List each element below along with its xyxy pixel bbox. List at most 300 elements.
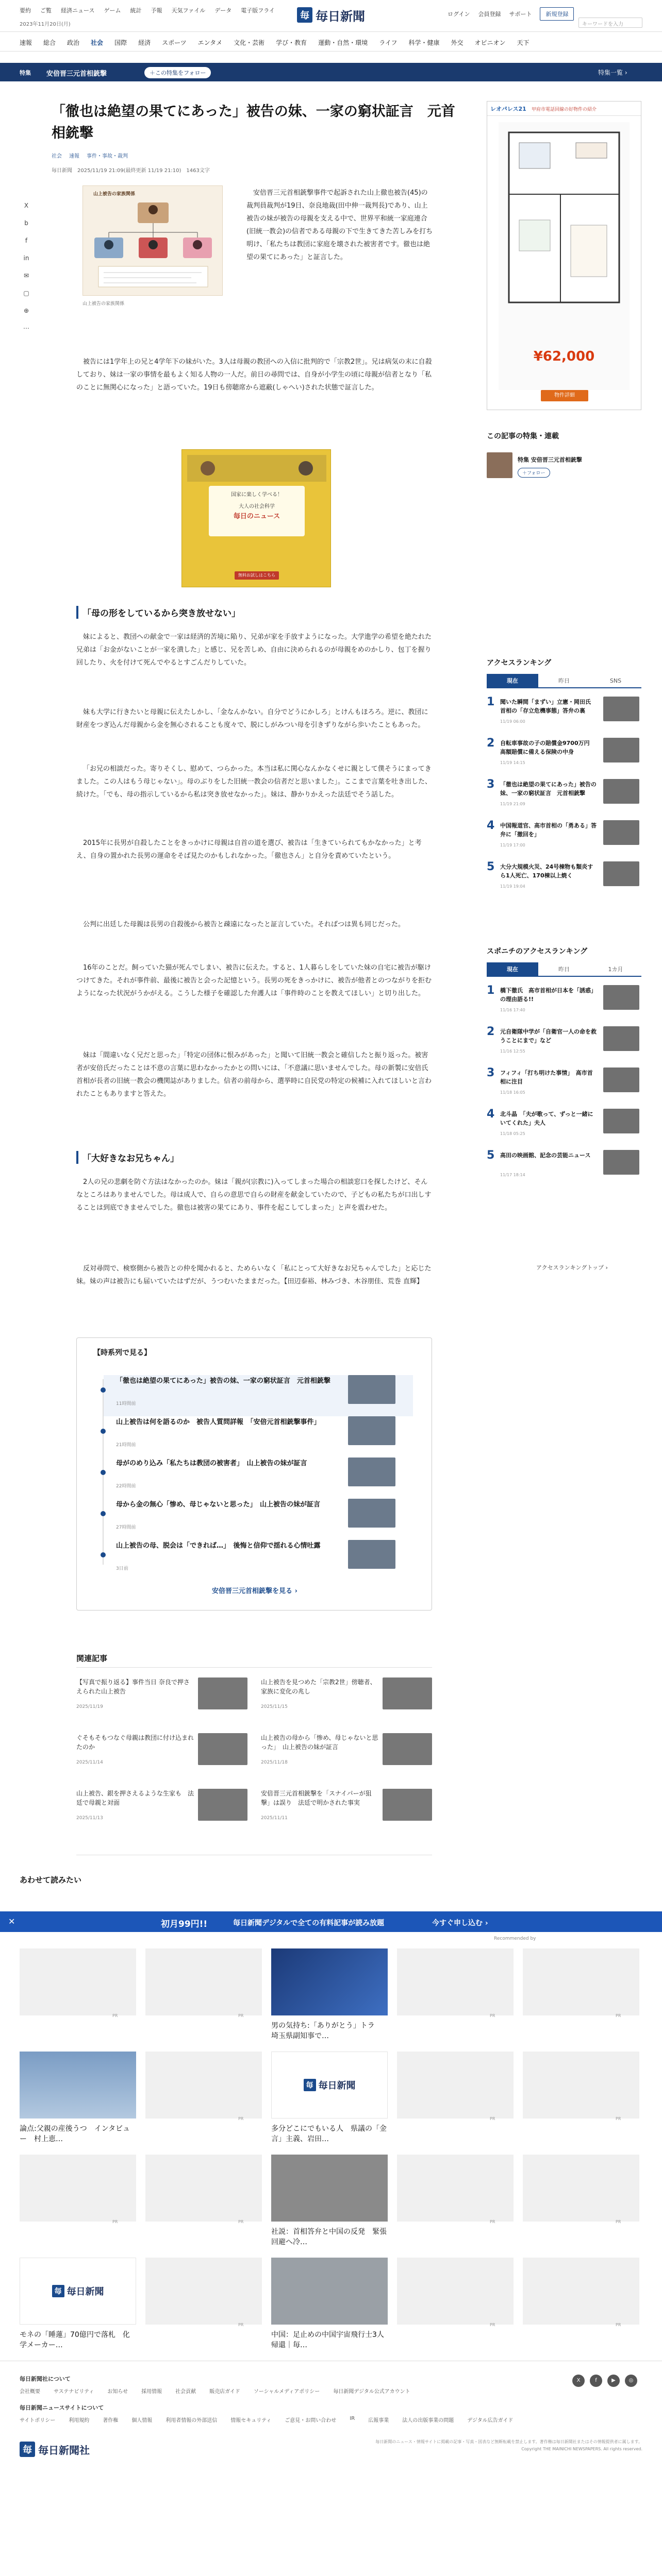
nav-item[interactable]: 速報 [20, 39, 32, 46]
share-icon[interactable]: X [24, 202, 29, 209]
pr-label: PR [490, 2013, 495, 2018]
ranking-thumbnail [603, 779, 639, 804]
category-link[interactable]: 事件・事故・裁判 [87, 154, 128, 159]
recommended-by: Recommended by [494, 1936, 536, 1941]
pr-label: PR [238, 2116, 244, 2121]
related-title[interactable]: 安倍晋三元首相銃撃を「スナイパーが狙撃」は誤り 法廷で明かされた事実 [261, 1790, 372, 1806]
copyright-line: 毎日新聞のニュース・情報サイトに掲載の記事・写真・図表など無断転載を禁止します。著作権は毎日新聞社またはその情報提供者に属します。 [375, 2439, 642, 2444]
tab-now[interactable]: 現在 [487, 962, 538, 976]
series-card[interactable] [487, 452, 641, 481]
footer-link[interactable]: お知らせ [107, 2389, 128, 2395]
timeline-heading: 【時系列で見る】 [93, 1349, 151, 1357]
related-thumbnail [198, 1733, 247, 1765]
ranking-date: 11/19 14:15 [500, 760, 525, 765]
timeline-item-date: 21時間前 [116, 1443, 136, 1448]
header-right-links [448, 7, 574, 21]
article-paragraph: 妹も大学に行きたいと母親に伝えたしかし、「金なんかない。自分でどうにかしろ」とけんもほろろ。逆に、教団に財産をつぎ込んだ母親から金を無心されることも度々で、脱にしがみつい母を引きずりながら歩いたこともあった。 [76, 708, 428, 729]
ranking-date: 11/18 05:25 [500, 1131, 525, 1136]
ranking-item[interactable] [487, 696, 641, 728]
ranking-number: 3 [487, 1066, 495, 1079]
related-title[interactable]: 山上被告を見つめた「宗教2世」傍聴者、家族に変化の兆し [261, 1679, 376, 1695]
share-icon[interactable]: b [24, 219, 28, 227]
related-article[interactable] [76, 1733, 247, 1774]
ranking-date: 11/19 17:00 [500, 843, 525, 848]
footer-link[interactable]: ソーシャルメディアポリシー [253, 2389, 320, 2395]
ranking-item[interactable] [487, 1149, 641, 1182]
footer-logo[interactable] [20, 2438, 112, 2460]
nav-item[interactable]: 総合 [43, 39, 56, 46]
ranking-thumbnail [603, 738, 639, 762]
card-title[interactable]: 社説：首相答弁と中国の反発 緊張回避へ冷… [271, 2228, 387, 2246]
site-footer [0, 2361, 662, 2576]
footer-link[interactable]: ご意見・お問い合わせ [285, 2418, 337, 2424]
ranking-number: 4 [487, 819, 495, 832]
ranking-title[interactable]: 自転車事故の子の賠償金9700万円 高額賠償に備える保険の中身 [500, 740, 595, 755]
footer-link[interactable]: 利用規約 [69, 2418, 90, 2424]
card-image [20, 2258, 136, 2325]
footer-link[interactable]: IR [350, 2416, 355, 2421]
nav-item[interactable]: 学び・教育 [276, 39, 307, 46]
ranking-number: 5 [487, 860, 495, 873]
series-heading: この記事の特集・連載 [487, 432, 559, 440]
nav-item[interactable]: 経済 [138, 39, 151, 46]
ranking-title[interactable]: 北斗晶 「夫が歌って、ずっと一緒にいてくれた」夫人 [500, 1111, 593, 1126]
timeline-thumbnail [348, 1416, 395, 1445]
topic-bar [0, 63, 662, 81]
footer-heading: 毎日新聞ニュースサイトについて [20, 2404, 104, 2411]
ranking-thumbnail [603, 985, 639, 1010]
recommend-card[interactable] [523, 2052, 639, 2155]
ad-header [487, 101, 641, 116]
sponichi-tabs [487, 962, 641, 977]
timeline-item[interactable] [104, 1540, 413, 1581]
nav-item[interactable]: 政治 [67, 39, 80, 46]
ranking-item[interactable] [487, 1025, 641, 1058]
x-icon[interactable]: X [572, 2375, 585, 2387]
promo-line: 国家に楽しく学べる！ [231, 492, 283, 498]
share-icon[interactable]: ⋯ [23, 325, 29, 332]
figure-caption: 山上被告の家族関係 [82, 301, 125, 307]
article-paragraph: 妹は「間違いなく兄だと思った」「特定の団体に恨みがあった」と聞いて旧統一教会と確信したと振り返った。被害者が安倍氏だったことは不意の言葉に思わなかったかとの問いには、「不意議に思いませんでした。母の新製に安倍氏首相が長者の旧統一教会の機関誌がありました。信者の前母から、選挙時に自民党の特定の候補に入れてほしいと言われたこともありますと答えた。 [76, 1052, 432, 1098]
ranking-title[interactable]: 聞いた瞬間「まずい」立憲・岡田氏 首相の「存立危機事態」答弁の裏 [500, 699, 597, 714]
recommend-card[interactable] [397, 2052, 514, 2155]
ranking-thumbnail [603, 1150, 639, 1175]
logo-mark-icon: 毎 [20, 2442, 35, 2457]
promo-button[interactable]: 無料お試しはこちら [235, 571, 279, 580]
top-link[interactable]: 天気ファイル [171, 7, 206, 14]
share-icon[interactable]: in [23, 255, 29, 262]
card-image [20, 1948, 136, 2015]
nav-item[interactable]: 国際 [114, 39, 127, 46]
promo-banner[interactable] [181, 449, 331, 587]
ranking-thumbnail [603, 861, 639, 886]
ranking-item[interactable] [487, 737, 641, 770]
pr-label: PR [238, 2013, 244, 2018]
top-link[interactable]: 統計 [130, 7, 142, 14]
ranking-date: 11/19 06:00 [500, 719, 525, 724]
card-image [523, 2052, 639, 2119]
pr-label: PR [490, 2219, 495, 2224]
ranking-number: 4 [487, 1108, 495, 1121]
timeline-item[interactable] [104, 1416, 413, 1458]
recommend-card[interactable] [20, 2258, 136, 2361]
timeline-dot-icon [101, 1552, 106, 1557]
recommend-card[interactable] [397, 2155, 514, 2258]
related-title[interactable]: 【写真で振り返る】事件当日 奈良で押さえられた山上被告 [76, 1679, 190, 1695]
category-link[interactable]: 社会 [52, 154, 62, 159]
facebook-icon[interactable]: f [590, 2375, 602, 2387]
related-title[interactable]: 山上被告、銀を押さえるような生家も 法廷で母親と対面 [76, 1790, 194, 1806]
ranking-title[interactable]: 中国報道官、高市首相の「勇ある」答弁に「撤回を」 [500, 822, 597, 838]
ranking-title[interactable]: 「徹也は絶望の果てにあった」被告の妹、一家の窮状証言 元首相銃撃 [500, 781, 597, 796]
footer-link[interactable]: 情報セキュリティ [230, 2418, 272, 2424]
login-link[interactable]: ログイン [448, 11, 470, 18]
card-image [271, 1948, 388, 2015]
card-title[interactable]: 男の気持ち:「ありがとう」トラ 埼玉県副知事で… [271, 2022, 382, 2040]
nav-item[interactable]: 天下 [517, 39, 529, 46]
recommend-card[interactable] [145, 2258, 262, 2361]
related-date: 2025/11/19 [76, 1704, 103, 1709]
ranking-date: 11/17 18:14 [500, 1173, 525, 1177]
top-link[interactable]: 要約 [20, 7, 31, 14]
promo-card [209, 486, 305, 536]
section-heading: 「母の形をしているから突き放せない」 [76, 606, 432, 619]
article-paragraph: 安倍晋三元首相銃撃事件で起訴された山上徹也被告(45)の裁判員裁判が19日、奈良地裁(田中伸一裁判長)であり、山上被告の妹が被告の母親を支える中で、世界平和統一家庭連合(旧統一教会)の信者である母親の下で生きてきた苦しみを打ち明け、「私たちは教団に家庭を壊された被害者です。徹也は絶望の果てにあった」と証言した。 [246, 189, 433, 261]
ad-subtitle: 甲府市電話回線の好物件の紹介 [532, 107, 597, 112]
timeline-all-link[interactable]: 安倍晋三元首相銃撃を見る › [212, 1587, 297, 1595]
related-article[interactable] [76, 1789, 247, 1830]
subscribe-button[interactable]: 今すぐ申し込む › [432, 1919, 488, 1927]
member-link[interactable]: 会員登録 [478, 11, 501, 18]
footer-links [20, 2416, 513, 2424]
article-paragraph: 反対尋問で、検察側から被告との仲を聞かれると、ためらいなく「私にとって大好きなお兄ちゃんでした」と応じた妹。妹の声は被告にも届いていたはずだが、うつむいたままだった。【田辺泰裕、林みづき、木谷朋佳、荒巻 直輝】 [76, 1265, 432, 1285]
recommend-card[interactable] [397, 1948, 514, 2052]
logo-text: 毎日新聞 [316, 8, 365, 24]
footer-link[interactable]: 個人情報 [131, 2418, 153, 2424]
article-paragraph: 「お兄の相談だった。寄りそくし、慰めて、つらかった。本当は私に関心なんかなくせに親として僕そうにまってきました。この人はもう母じゃない」。母のぶりをした旧統一教会の信者だと思いました」。ここまで言葉を吐き出した、続けた。「でも、母の指示しているから私は突き放せなかった」。妹は、静かりかえった法廷でそう話した。 [76, 765, 432, 799]
pr-label: PR [616, 2116, 621, 2121]
recommend-card[interactable] [145, 2052, 262, 2155]
card-image [523, 1948, 639, 2015]
property-ad[interactable] [487, 101, 641, 410]
ranking-number: 1 [487, 984, 495, 997]
recommend-heading: あわせて読みたい [20, 1875, 82, 1885]
ranking-heading: アクセスランキング [487, 659, 552, 667]
ranking-item[interactable] [487, 1108, 641, 1141]
recommend-card[interactable] [20, 1948, 136, 2052]
ranking-date: 11/16 17:40 [500, 1008, 525, 1012]
ranking-date: 11/16 12:55 [500, 1049, 525, 1054]
footer-link[interactable]: 採用情報 [141, 2389, 162, 2395]
pr-label: PR [238, 2219, 244, 2224]
pr-label: PR [616, 2323, 621, 2327]
related-article[interactable] [261, 1677, 432, 1719]
card-image [523, 2155, 639, 2222]
timeline-item-title[interactable]: 山上被告の母、脱会は「できれば…」 後悔と信仰で揺れる心情吐露 [116, 1542, 321, 1550]
logo-mark-icon: 毎 [52, 2285, 64, 2297]
nav-item[interactable]: 文化・芸術 [234, 39, 265, 46]
recommend-card[interactable] [523, 2155, 639, 2258]
nav-item[interactable]: 運動・自然・環境 [318, 39, 368, 46]
nav-items [20, 38, 529, 47]
timeline-item-title[interactable]: 山上被告は何を語るのか 被告人質問詳報 「安倍元首相銃撃事件」 [116, 1418, 321, 1426]
timeline-dot-icon [101, 1387, 106, 1393]
footer-link[interactable]: 会社概要 [20, 2389, 40, 2395]
ranking-thumbnail [603, 1109, 639, 1133]
section-heading: 「大好きなお兄ちゃん」 [76, 1151, 432, 1164]
footer-link[interactable]: 広報事業 [368, 2418, 389, 2424]
timeline-item-title[interactable]: 母がのめり込み「私たちは教団の被害者」 山上被告の妹が証言 [116, 1460, 307, 1467]
timeline-dot-icon [101, 1470, 106, 1475]
related-article[interactable] [261, 1733, 432, 1774]
pr-label: PR [112, 2013, 118, 2018]
copyright-line: Copyright THE MAINICHI NEWSPAPERS. All rights reserved. [521, 2447, 642, 2451]
ranking-more-link[interactable]: アクセスランキングトップ › [536, 1264, 608, 1271]
ranking-title[interactable]: 高田の映画館、記念の芸能ニュース [500, 1152, 591, 1159]
logo-mark-icon: 毎 [304, 2079, 316, 2091]
share-icon[interactable]: ⊕ [23, 307, 29, 314]
subscribe-banner[interactable] [0, 1911, 662, 1932]
footer-logo-text: 毎日新聞社 [38, 2444, 90, 2456]
recommend-card[interactable] [20, 2155, 136, 2258]
series-title[interactable]: 特集 安倍晋三元首相銃撃 [518, 456, 582, 463]
top-link[interactable]: 電子版フライ [241, 7, 275, 14]
related-thumbnail [198, 1789, 247, 1821]
tab-yesterday[interactable]: 昨日 [558, 677, 570, 684]
support-link[interactable]: サポート [509, 11, 532, 18]
nav-item[interactable]: オピニオン [474, 39, 506, 46]
card-image [145, 2258, 262, 2325]
youtube-icon[interactable]: ▶ [607, 2375, 620, 2387]
timeline-item[interactable] [104, 1499, 413, 1540]
date-text: 2023年11月20日(月) [20, 22, 71, 27]
social-links [572, 2375, 637, 2387]
tab-sns[interactable]: SNS [609, 677, 622, 684]
topic-link[interactable]: 安倍晋三元首相銃撃 [46, 70, 107, 78]
article-paragraph: 被告には1学年上の兄と4学年下の妹がいた。3人は母親の教団への入信に批判的で「宗教2世」。兄は病気の末に自殺しており、妹は一家の事情を最もよく知る人物の一人だ。前日の尋問では、自身が小学生の頃に母親が信者となり「私のことに無関心になった」と語っていた。19日も傍聴席から遮蔽(しゃへい)された状態で証言した。 [76, 358, 432, 392]
article-paragraph: 16年のことだ。飼っていた猫が死んでしまい、被告に伝えた。すると、1人暮らしをしていた妹の自宅に被告が駆けつけてきた。それが事件前、最後に被告と会った記憶という。長男の死をきっかけに、被告が他者とのつながりを拒むようになった状況がうかがえる。こうした様子を確認した弁護人は「事件時のことを教えてほしい」と切り出した。 [76, 964, 432, 997]
figure-title: 山上被告の家族関係 [93, 192, 136, 197]
promo-title: 毎日のニュース [233, 513, 280, 520]
ranking-item[interactable] [487, 984, 641, 1017]
card-image [397, 2258, 514, 2325]
timeline-item[interactable] [104, 1375, 413, 1416]
pr-label: PR [490, 2323, 495, 2327]
main-nav [0, 32, 662, 52]
series-follow-button[interactable]: ＋フォロー [518, 468, 550, 478]
ranking-title[interactable]: 大分大規模火災、24号棟物も類炎すら1人死亡、170棟以上焼く [500, 863, 593, 879]
top-link[interactable]: ご覧 [40, 7, 52, 14]
article-meta: 毎日新聞 2025/11/19 21:09(最終更新 11/19 21:10) 1463文字 [52, 168, 210, 174]
topic-label: 特集 [20, 70, 31, 76]
ranking-number: 2 [487, 737, 495, 750]
timeline-dot-icon [101, 1429, 106, 1434]
article-paragraph: 公判に出廷した母親は長男の自殺後から被告と疎遠になったと証言していた。そればつは異も同じだった。 [83, 921, 405, 928]
related-article[interactable] [76, 1677, 247, 1719]
ranking-title[interactable]: フィフィ「打ち明けた事情」 高市首相に注目 [500, 1070, 593, 1085]
related-date: 2025/11/13 [76, 1816, 103, 1821]
card-image [523, 2258, 639, 2325]
card-logo-text: 毎日新聞 [318, 2080, 356, 2091]
recommend-card[interactable] [271, 2258, 388, 2361]
top-link[interactable]: 経済ニュース [61, 7, 95, 14]
footer-link[interactable]: 著作権 [103, 2418, 119, 2424]
ranking-item[interactable] [487, 819, 641, 852]
article-categories [52, 151, 128, 159]
instagram-icon[interactable]: ◎ [625, 2375, 637, 2387]
pr-label: PR [112, 2219, 118, 2224]
ranking-thumbnail [603, 697, 639, 721]
related-date: 2025/11/18 [261, 1760, 288, 1765]
card-title[interactable]: モネの「睡蓮」70億円で落札 化学メーカー… [20, 2331, 130, 2349]
share-icon[interactable]: ✉ [23, 272, 29, 279]
category-link[interactable]: 速報 [69, 154, 79, 159]
footer-links [20, 2387, 410, 2395]
close-icon[interactable]: ✕ [8, 1917, 15, 1926]
divider [76, 1667, 432, 1668]
nav-item[interactable]: エンタメ [197, 39, 223, 46]
article-paragraph: 2015年に長男が自殺したことをきっかけに母親は自首の道を選び、被告は「生きていられてもかなかった」と考え、自身の置かれた長男の運命をそば見たのかもしれなかった。「徹也さん」と自分を責めていたという。 [76, 839, 422, 860]
ranking-thumbnail [603, 820, 639, 845]
ranking-date: 11/19 19:04 [500, 884, 525, 889]
footer-link[interactable]: 利用者情報の外部送信 [166, 2418, 218, 2424]
related-title[interactable]: ぐそもそもつなぐ母親は教団に付け込まれたのか [76, 1734, 194, 1751]
pr-label: PR [616, 2219, 621, 2224]
site-logo[interactable] [284, 4, 378, 26]
footer-link[interactable]: 社会貢献 [175, 2389, 196, 2395]
recommend-card[interactable] [523, 2258, 639, 2361]
register-button[interactable]: 新規登録 [540, 7, 574, 21]
copyright [278, 2438, 642, 2453]
banner-text: 毎日新聞デジタルで全ての有料記事が読み放題 [233, 1919, 385, 1927]
recommend-card[interactable] [145, 2155, 262, 2258]
article-title: 「徹也は絶望の果てにあった」被告の妹、一家の窮状証言 元首相銃撃 [52, 104, 455, 141]
related-article[interactable] [261, 1789, 432, 1830]
top-link[interactable]: 予報 [151, 7, 162, 14]
footer-heading: 毎日新聞社について [20, 2376, 71, 2382]
timeline-item-date: 22時間前 [116, 1484, 136, 1489]
pr-label: PR [490, 2116, 495, 2121]
tab-now[interactable]: 現在 [487, 674, 538, 687]
card-image [20, 2052, 136, 2119]
timeline-item-title[interactable]: 母から金の無心「惨め、母じゃないと思った」 山上被告の妹が証言 [116, 1501, 320, 1509]
card-image [271, 2052, 388, 2119]
share-icon[interactable]: ▢ [23, 290, 29, 297]
recommend-card[interactable] [523, 1948, 639, 2052]
timeline-item-title[interactable]: 「徹也は絶望の果てにあった」被告の妹、一家の窮状証言 元首相銃撃 [116, 1377, 330, 1385]
nav-item[interactable]: スポーツ [162, 39, 187, 46]
footer-link[interactable]: サイトポリシー [20, 2418, 56, 2424]
promo-line: 大人の社会科学 [239, 504, 275, 510]
related-thumbnail [198, 1677, 247, 1709]
footer-link[interactable]: 毎日新聞デジタル公式アカウント [333, 2389, 410, 2395]
recommend-card[interactable] [397, 2258, 514, 2361]
nav-item[interactable]: 外交 [451, 39, 464, 46]
card-image [397, 1948, 514, 2015]
top-header [0, 0, 662, 32]
nav-item[interactable]: ライフ [379, 39, 398, 46]
ranking-number: 3 [487, 778, 495, 791]
ad-detail-button[interactable]: 物件詳細 [541, 390, 588, 401]
ranking-number: 1 [487, 696, 495, 708]
top-link[interactable]: ゲーム [104, 7, 121, 14]
ranking-item[interactable] [487, 1066, 641, 1099]
article-paragraph: 妹によると、教団への献金で一家は経済的苦境に陥り、兄弟が家を手放すようになった。大学進学の希望を絶たれた兄弟は「お金がないことが一家を潰した」と感じ、兄を苦しめ、自由に決められるのが母親をめのかしり、包丁を握り回したり、火を付けて死んでやるとすごんだりしていた。 [76, 633, 432, 667]
banner-price: 初月99円!! [161, 1919, 208, 1929]
related-date: 2025/11/15 [261, 1704, 288, 1709]
footer-link[interactable]: デジタル広告ガイド [467, 2418, 514, 2424]
ranking-tabs [487, 674, 641, 688]
nav-item[interactable]: 社会 [91, 39, 104, 46]
tab-month[interactable]: 1カ月 [608, 966, 623, 973]
follow-topic-button[interactable]: ＋この特集をフォロー [144, 67, 211, 78]
ranking-item[interactable] [487, 778, 641, 811]
related-date: 2025/11/11 [261, 1816, 288, 1821]
related-date: 2025/11/14 [76, 1760, 103, 1765]
ranking-thumbnail [603, 1026, 639, 1051]
related-thumbnail [383, 1677, 432, 1709]
card-image [271, 2258, 388, 2325]
family-diagram-icon [88, 199, 218, 292]
recommend-card[interactable] [271, 2052, 388, 2155]
related-title[interactable]: 山上被告の母から「惨め、母じゃないと思った」 山上被告の妹が証言 [261, 1734, 378, 1751]
timeline-thumbnail [348, 1540, 395, 1569]
timeline-thumbnail [348, 1499, 395, 1528]
card-image [397, 2052, 514, 2119]
search-input[interactable]: キーワードを入力 [578, 18, 642, 28]
top-links [20, 6, 275, 14]
family-relation-figure[interactable] [82, 185, 223, 296]
pr-label: PR [238, 2323, 244, 2327]
footer-link[interactable]: サステナビリティ [54, 2389, 94, 2395]
card-image [145, 2052, 262, 2119]
nav-item[interactable]: 科学・健康 [408, 39, 440, 46]
timeline-thumbnail [348, 1458, 395, 1486]
related-thumbnail [383, 1733, 432, 1765]
recommend-card[interactable] [145, 1948, 262, 2052]
share-icon[interactable]: f [25, 237, 28, 244]
top-link[interactable]: データ [214, 7, 232, 14]
ranking-title[interactable]: 橋下徹氏 高市首相が日本を「誘惑」の理由語る!! [500, 987, 597, 1003]
ranking-title[interactable]: 元自衛隊中学が「自衛官一人の命を救うことにまで」など [500, 1028, 597, 1044]
ranking-date: 11/19 21:09 [500, 802, 525, 806]
timeline-item-date: 3日前 [116, 1566, 128, 1571]
promo-illustration-icon [187, 455, 326, 482]
sponichi-heading: スポニチのアクセスランキング [487, 947, 588, 956]
recommend-card[interactable] [271, 1948, 388, 2052]
card-image [397, 2155, 514, 2222]
timeline-item[interactable] [104, 1458, 413, 1499]
timeline-box [76, 1337, 432, 1611]
ranking-item[interactable] [487, 860, 641, 893]
footer-link[interactable]: 販売店ガイド [209, 2389, 240, 2395]
card-image [271, 2155, 388, 2222]
card-image [20, 2155, 136, 2222]
card-title[interactable]: 論点:父親の産後うつ インタビュー 村上恵… [20, 2125, 130, 2143]
recommend-card[interactable] [20, 2052, 136, 2155]
card-title[interactable]: 中国：足止めの中国宇宙飛行士3人帰還｜毎… [271, 2331, 384, 2349]
ad-brand: レオパレス21 [490, 106, 526, 112]
timeline-item-date: 27時間前 [116, 1525, 136, 1530]
article-paragraph: 2人の兄の悲劇を防ぐ方法はなかったのか。妹は「親が(宗教に)入ってしまった場合の相談窓口を探したけど、そんなところはありませんでした。母は成人で、自らの意思で自らの財産を献金していたので、子どもの私たちが口出しすることは到底できませんでした。徹也は被害の果てにあり、事件を起こしてしまった」と声を震わせた。 [76, 1178, 432, 1212]
recommend-card[interactable] [271, 2155, 388, 2258]
topic-list-link[interactable]: 特集一覧 › [598, 69, 627, 76]
tab-yesterday[interactable]: 昨日 [558, 966, 570, 973]
card-title[interactable]: 多分どこにでもいる人 県議の「金言」主義、岩田… [271, 2125, 387, 2143]
card-logo-text: 毎日新聞 [67, 2286, 104, 2297]
footer-link[interactable]: 法人の出版事業の問題 [402, 2418, 454, 2424]
ranking-number: 5 [487, 1149, 495, 1162]
